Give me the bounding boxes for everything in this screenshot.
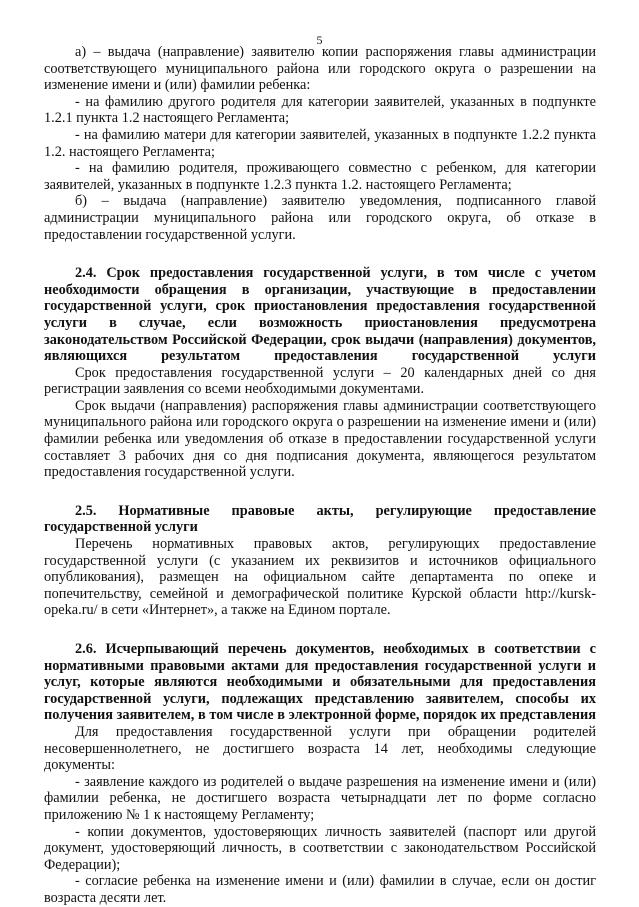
section-heading-2-4: 2.4. Срок предоставления государственной услуги, в том числе с учетом необходимости обращения в организации, участвующие в предоставлении государственной услуги, срок приостановления предоставления государственной услуги в случае, если возможность приостановления предусмотрена законодательством Российской Федерации, срок выдачи (направления) документов, являющихся результатом предоставления государственной услуги (44, 265, 596, 365)
page-number: 5 (316, 33, 323, 47)
paragraph-result-a: а) – выдача (направление) заявителю копии распоряжения главы администрации соответствующего муниципального района или городского округа о разрешении на изменение имени и (или) фамилии ребенка: (44, 44, 596, 94)
section-heading-2-6: 2.6. Исчерпывающий перечень документов, необходимых в соответствии с нормативными правовыми актами для предоставления государственной услуги и услуг, которые являются необходимыми и обязательными для предоставления государственной услуги, подлежащих представлению заявителем, способы их получения заявителем, в том числе в электронной форме, порядок их представления (44, 641, 596, 724)
list-item-mother: - на фамилию матери для категории заявителей, указанных в подпункте 1.2.2 пункта 1.2. настоящего Регламента; (44, 126, 596, 160)
list-item-application: - заявление каждого из родителей о выдаче разрешения на изменение имени и (или) фамилии ребенка, не достигшего возраста четырнадцати лет по форме согласно приложению № 1 к настоящему Регламенту; (44, 773, 596, 823)
paragraph-documents-intro: Для предоставления государственной услуги при обращении родителей несовершеннолетнего, не достигшего возраста 14 лет, необходимы следующие документы: (44, 723, 596, 774)
paragraph-legal-acts: Перечень нормативных правовых актов, регулирующих предоставление государственной услуги (с указанием их реквизитов и источников официального опубликования), размещен на официальном сайте департамента по опеке и попечительству, семейной и демографической политике Курской области http://kursk-opeka.ru/ в сети «Интернет», а также на Едином портале. (44, 536, 596, 619)
document-body (44, 44, 596, 907)
list-item-other-parent: - на фамилию другого родителя для категории заявителей, указанных в подпункте 1.2.1 пункта 1.2 настоящего Регламента; (44, 93, 596, 127)
list-item-child-consent: - согласие ребенка на изменение имени и (или) фамилии в случае, если он достиг возраста десяти лет. (44, 873, 596, 906)
list-item-cohabiting-parent: - на фамилию родителя, проживающего совместно с ребенком, для категории заявителей, указанных в подпункте 1.2.3 пункта 1.2. настоящего Регламента; (44, 160, 596, 193)
paragraph-service-term: Срок предоставления государственной услуги – 20 календарных дней со дня регистрации заявления со всеми необходимыми документами. (44, 364, 596, 398)
paragraph-result-b: б) – выдача (направление) заявителю уведомления, подписанного главой администрации муниципального района или городского округа, об отказе в предоставлении государственной услуги. (44, 193, 596, 243)
list-item-identity-copies: - копии документов, удостоверяющих личность заявителей (паспорт или другой документ, удостоверяющий личность, в соответствии с законодательством Российской Федерации); (44, 823, 596, 873)
section-heading-2-5: 2.5. Нормативные правовые акты, регулирующие предоставление государственной услуги (44, 502, 596, 536)
paragraph-issue-term: Срок выдачи (направления) распоряжения главы администрации соответствующего муниципального района или городского округа о разрешении на изменение имени и (или) фамилии ребенка или уведомления об отказе в предоставлении государственной услуги составляет 3 рабочих дня со дня подписания документа, являющегося результатом предоставления государственной услуги. (44, 397, 596, 481)
